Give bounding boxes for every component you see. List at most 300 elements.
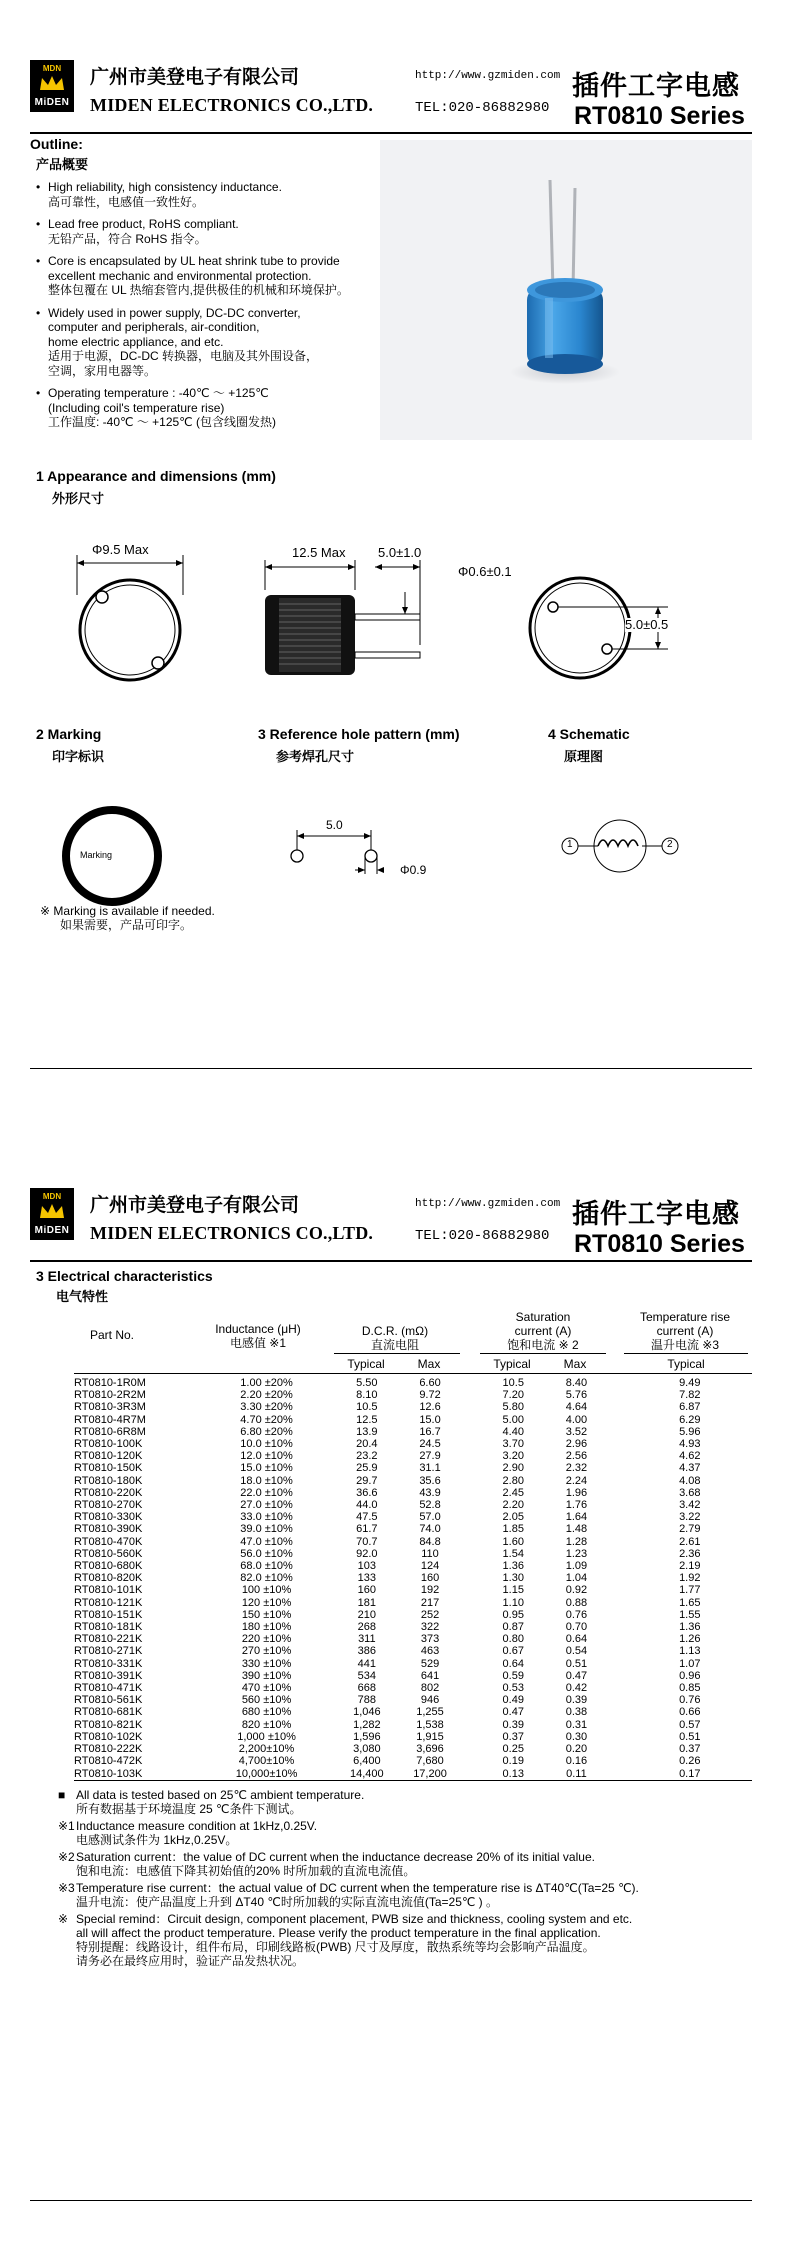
inductor-photo-illustration: [380, 140, 752, 440]
dcr-typical-cell: 386: [357, 1645, 377, 1658]
logo-mark: MDN: [42, 64, 62, 73]
sat-typical-cell: 4.40: [502, 1425, 524, 1438]
dcr-max-cell: 35.6: [419, 1474, 441, 1487]
spacer-cell: [461, 1609, 481, 1621]
temp-rise-cell: 9.49: [679, 1377, 701, 1389]
spacer-cell: [461, 1597, 481, 1609]
table-row: [74, 1475, 752, 1487]
note-1: ※1 Inductance measure condition at 1kHz,0.25V. 电感测试条件为 1kHz,0.25V。: [58, 1819, 318, 1847]
inductance-cell: 150 ±10%: [241, 1608, 292, 1621]
dcr-typical-cell: 181: [357, 1596, 377, 1609]
sat-max-cell: 1.28: [565, 1535, 588, 1548]
list-item: • Lead free product, RoHS compliant. 无铅产品，符合 RoHS 指令。: [36, 217, 239, 246]
dcr-typical-cell: 103: [357, 1560, 377, 1573]
inductance-cell: 390 ±10%: [241, 1669, 292, 1682]
inductance-cell: 120 ±10%: [241, 1596, 292, 1609]
sat-typical-cell: 1.10: [502, 1596, 524, 1609]
dcr-max-cell: 6.60: [419, 1377, 441, 1389]
temp-rise-cell: 6.29: [679, 1413, 701, 1426]
inductance-cell: 56.0 ±10%: [240, 1547, 293, 1560]
sat-typical-cell: 0.37: [502, 1730, 524, 1743]
table-bottom-rule: [74, 1780, 752, 1781]
dcr-typical-cell: 441: [357, 1657, 377, 1670]
part-no-cell: RT0810-1R0M: [74, 1377, 146, 1389]
dcr-typical-cell: 25.9: [356, 1462, 378, 1475]
dcr-typical-cell: 788: [357, 1694, 377, 1707]
part-no-cell: RT0810-103K: [74, 1767, 143, 1780]
spacer-cell: [608, 1487, 628, 1499]
col-temp-rise-header: Temperature rise current (A) 温升电流 ※3: [639, 1310, 731, 1352]
part-no-cell: RT0810-6R8M: [74, 1425, 146, 1438]
dcr-max-cell: 124: [420, 1560, 440, 1573]
inductance-cell: 47.0 ±10%: [240, 1535, 293, 1548]
inductance-cell: 15.0 ±10%: [240, 1462, 293, 1475]
inductance-cell: 2,200±10%: [238, 1743, 295, 1756]
table-row: [74, 1401, 752, 1413]
temp-rise-cell: 0.37: [679, 1743, 701, 1756]
spacer-cell: [608, 1499, 628, 1511]
spacer-cell: [608, 1536, 628, 1548]
spacer-cell: [461, 1572, 481, 1584]
sat-typical-cell: 3.20: [502, 1450, 524, 1463]
inductance-cell: 2.20 ±20%: [240, 1389, 293, 1402]
spacer-cell: [608, 1475, 628, 1487]
dcr-max-cell: 192: [420, 1584, 440, 1597]
spacer-cell: [461, 1743, 481, 1755]
sat-max-cell: 0.38: [565, 1706, 588, 1719]
part-no-cell: RT0810-102K: [74, 1730, 143, 1743]
list-item: • Operating temperature : -40℃ ～ +125℃ (Including coil's temperature rise) 工作温度: -40℃ ～ +125℃ (包含线圈发热): [36, 386, 276, 429]
dcr-max-cell: 322: [420, 1621, 440, 1634]
dcr-max-cell: 3,696: [416, 1743, 444, 1756]
sat-typical-cell: 0.80: [502, 1633, 524, 1646]
sat-typical-cell: 1.60: [502, 1535, 524, 1548]
part-no-cell: RT0810-100K: [74, 1438, 143, 1451]
part-no-cell: RT0810-561K: [74, 1694, 143, 1707]
dcr-max-cell: 641: [420, 1669, 440, 1682]
table-row: [74, 1414, 752, 1426]
table-row: [74, 1706, 752, 1718]
product-series: RT0810 Series: [574, 1230, 745, 1258]
sat-typical-cell: 0.47: [502, 1706, 524, 1719]
dcr-typical-cell: 36.6: [356, 1486, 378, 1499]
dcr-max-cell: 7,680: [416, 1755, 444, 1768]
spacer-cell: [461, 1584, 481, 1596]
temp-rise-cell: 3.68: [679, 1486, 701, 1499]
table-row: [74, 1597, 752, 1609]
temp-rise-cell: 2.36: [679, 1547, 701, 1560]
company-url[interactable]: http://www.gzmiden.com: [415, 1198, 561, 1210]
table-row: [74, 1768, 752, 1780]
logo-text: MiDEN: [34, 1225, 70, 1236]
spacer-cell: [608, 1694, 628, 1706]
temp-rise-cell: 5.96: [679, 1425, 701, 1438]
inductance-cell: 39.0 ±10%: [240, 1523, 293, 1536]
temp-rise-cell: 0.17: [679, 1767, 701, 1780]
part-no-cell: RT0810-181K: [74, 1621, 143, 1634]
spacer-cell: [461, 1670, 481, 1682]
spacer-cell: [608, 1450, 628, 1462]
spacer-cell: [608, 1548, 628, 1560]
sat-max-cell: 2.24: [565, 1474, 588, 1487]
dcr-max-cell: 463: [420, 1645, 440, 1658]
sat-max-cell: 3.52: [565, 1425, 588, 1438]
inductance-cell: 3.30 ±20%: [240, 1401, 293, 1414]
dim-diameter-label: Φ9.5 Max: [92, 542, 149, 557]
sat-max-cell: 0.70: [565, 1621, 588, 1634]
table-row: [74, 1462, 752, 1474]
header-rule: [30, 1260, 752, 1262]
inductance-cell: 33.0 ±10%: [240, 1511, 293, 1524]
spacer-cell: [461, 1523, 481, 1535]
inductance-cell: 680 ±10%: [241, 1706, 292, 1719]
table-row: [74, 1377, 752, 1389]
inductance-cell: 1,000 ±10%: [237, 1730, 296, 1743]
col-part-header: Part No.: [90, 1328, 135, 1342]
part-no-cell: RT0810-560K: [74, 1547, 143, 1560]
inductance-cell: 18.0 ±10%: [240, 1474, 293, 1487]
part-no-cell: RT0810-180K: [74, 1474, 143, 1487]
part-no-cell: RT0810-681K: [74, 1706, 143, 1719]
page1-bottom-rule: [30, 1068, 752, 1069]
spacer-cell: [608, 1768, 628, 1780]
dcr-typical-cell: 8.10: [356, 1389, 378, 1402]
dim-lead-label: 5.0±1.0: [378, 545, 422, 560]
product-title-cn: 插件工字电感: [572, 71, 740, 102]
electrical-table: [74, 1377, 752, 1780]
sat-typical-cell: 2.90: [502, 1462, 524, 1475]
temp-rise-cell: 1.36: [679, 1621, 701, 1634]
dcr-typical-cell: 29.7: [356, 1474, 378, 1487]
sat-max-cell: 8.40: [565, 1377, 588, 1389]
part-no-cell: RT0810-471K: [74, 1682, 143, 1695]
part-no-cell: RT0810-820K: [74, 1572, 143, 1585]
temp-rise-cell: 4.08: [679, 1474, 701, 1487]
sat-typical-cell: 5.80: [502, 1401, 524, 1414]
part-no-cell: RT0810-101K: [74, 1584, 143, 1597]
dcr-max-cell: 12.6: [419, 1401, 441, 1414]
spacer-cell: [461, 1621, 481, 1633]
table-row: [74, 1438, 752, 1450]
spacer-cell: [608, 1426, 628, 1438]
temp-rise-cell: 6.87: [679, 1401, 701, 1414]
sat-typical-cell: 3.70: [502, 1438, 524, 1451]
company-logo: [30, 1188, 74, 1240]
sat-typical-cell: 0.13: [502, 1767, 524, 1780]
spacer-cell: [608, 1389, 628, 1401]
sat-max-cell: 5.76: [565, 1389, 588, 1402]
company-name-en: MIDEN ELECTRONICS CO.,LTD.: [90, 95, 374, 115]
spacer-cell: [608, 1743, 628, 1755]
spacer-cell: [461, 1438, 481, 1450]
col-inductance-header: Inductance (μH) 电感值 ※1: [215, 1322, 301, 1350]
temp-rise-cell: 1.26: [679, 1633, 701, 1646]
dcr-typical-cell: 61.7: [356, 1523, 378, 1536]
schematic-title: 4 Schematic: [548, 726, 630, 742]
temp-rise-cell: 3.42: [679, 1499, 701, 1512]
sat-max-cell: 0.88: [565, 1596, 588, 1609]
sub-sat-typical: Typical: [493, 1357, 531, 1371]
dcr-typical-cell: 23.2: [356, 1450, 378, 1463]
sat-typical-cell: 7.20: [502, 1389, 524, 1402]
spacer-cell: [461, 1414, 481, 1426]
spacer-cell: [608, 1706, 628, 1718]
product-photo: [380, 140, 752, 440]
sat-max-cell: 0.16: [565, 1755, 588, 1768]
note-0: ■ All data is tested based on 25℃ ambient temperature. 所有数据基于环境温度 25 ℃条件下测试。: [58, 1788, 365, 1816]
sat-typical-cell: 2.05: [502, 1511, 524, 1524]
part-no-cell: RT0810-390K: [74, 1523, 143, 1536]
sat-typical-cell: 0.25: [502, 1743, 524, 1756]
sat-typical-cell: 10.5: [502, 1377, 524, 1389]
inductance-cell: 820 ±10%: [241, 1718, 292, 1731]
temp-rise-cell: 3.22: [679, 1511, 701, 1524]
part-no-cell: RT0810-680K: [74, 1560, 143, 1573]
spacer-cell: [608, 1609, 628, 1621]
logo-crown-icon: [38, 1202, 66, 1220]
temp-rise-cell: 1.07: [679, 1657, 701, 1670]
dcr-max-cell: 74.0: [419, 1523, 441, 1536]
spacer-cell: [461, 1682, 481, 1694]
table-row: [74, 1450, 752, 1462]
table-row: [74, 1609, 752, 1621]
spacer-cell: [608, 1462, 628, 1474]
sat-typical-cell: 1.54: [502, 1547, 524, 1560]
inductance-cell: 10,000±10%: [235, 1767, 298, 1780]
dcr-typical-cell: 20.4: [356, 1438, 378, 1451]
inductance-cell: 6.80 ±20%: [240, 1425, 293, 1438]
temp-rise-cell: 1.55: [679, 1608, 701, 1621]
spacer-cell: [461, 1694, 481, 1706]
sat-max-cell: 1.48: [565, 1523, 588, 1536]
dcr-max-cell: 217: [420, 1596, 440, 1609]
logo-mark: MDN: [42, 1192, 62, 1201]
schematic-drawing: [560, 818, 680, 874]
logo-text: MiDEN: [34, 97, 70, 108]
dcr-max-cell: 31.1: [419, 1462, 441, 1475]
sat-max-cell: 1.23: [565, 1547, 588, 1560]
table-row: [74, 1633, 752, 1645]
temp-rise-cell: 7.82: [679, 1389, 701, 1402]
outline-heading: Outline:: [30, 136, 83, 152]
dim-wire-label: Φ0.6±0.1: [458, 564, 512, 579]
dcr-max-cell: 529: [420, 1657, 440, 1670]
sat-max-cell: 0.64: [565, 1633, 588, 1646]
table-row: [74, 1755, 752, 1767]
sat-max-cell: 0.76: [565, 1608, 588, 1621]
dcr-typical-cell: 47.5: [356, 1511, 378, 1524]
inductance-cell: 220 ±10%: [241, 1633, 292, 1646]
sat-max-cell: 1.96: [565, 1486, 588, 1499]
temp-rise-cell: 2.19: [679, 1560, 701, 1573]
inductance-cell: 68.0 ±10%: [240, 1560, 293, 1573]
dcr-typical-cell: 6,400: [353, 1755, 381, 1768]
dcr-max-cell: 24.5: [419, 1438, 441, 1451]
temp-rise-cell: 4.37: [679, 1462, 701, 1475]
sat-max-cell: 1.64: [565, 1511, 588, 1524]
dcr-typical-cell: 5.50: [356, 1377, 378, 1389]
inductance-cell: 27.0 ±10%: [240, 1499, 293, 1512]
spacer-cell: [461, 1401, 481, 1413]
page2-bottom-rule: [30, 2200, 752, 2201]
sat-max-cell: 0.11: [566, 1767, 587, 1780]
part-no-cell: RT0810-470K: [74, 1535, 143, 1548]
spacer-cell: [461, 1768, 481, 1780]
spacer-cell: [608, 1755, 628, 1767]
spacer-cell: [608, 1377, 628, 1389]
marking-title: 2 Marking: [36, 726, 102, 742]
spacer-cell: [461, 1658, 481, 1670]
table-row: [74, 1389, 752, 1401]
pin-1-label: 1: [567, 839, 573, 850]
table-row: [74, 1572, 752, 1584]
spacer-cell: [608, 1438, 628, 1450]
spacer-cell: [461, 1560, 481, 1572]
inductance-cell: 470 ±10%: [241, 1682, 292, 1695]
temp-rise-cell: 0.96: [679, 1669, 701, 1682]
sat-max-cell: 0.30: [565, 1730, 588, 1743]
inductance-cell: 4,700±10%: [238, 1755, 295, 1768]
dcr-max-cell: 802: [420, 1682, 440, 1695]
dcr-max-cell: 160: [420, 1572, 440, 1585]
list-item: • Core is encapsulated by UL heat shrink tube to provide excellent mechanic and environmental protection. 整体包覆在 UL 热缩套管内,提供极佳的机械和环境保护。: [36, 254, 349, 297]
dcr-max-cell: 43.9: [419, 1486, 441, 1499]
table-row: [74, 1719, 752, 1731]
spacer-cell: [608, 1645, 628, 1657]
spacer-cell: [608, 1597, 628, 1609]
dcr-typical-cell: 160: [357, 1584, 377, 1597]
company-logo: [30, 60, 74, 112]
temp-rise-cell: 0.26: [679, 1755, 701, 1768]
dcr-max-cell: 52.8: [419, 1499, 441, 1512]
sat-max-cell: 0.42: [565, 1682, 588, 1695]
temp-rise-cell: 1.77: [679, 1584, 701, 1597]
spacer-cell: [608, 1633, 628, 1645]
table-row: [74, 1658, 752, 1670]
spacer-cell: [608, 1621, 628, 1633]
table-row: [74, 1426, 752, 1438]
sat-max-cell: 1.04: [565, 1572, 588, 1585]
spacer-cell: [461, 1389, 481, 1401]
dcr-typical-cell: 3,080: [353, 1743, 381, 1756]
inductance-cell: 330 ±10%: [241, 1657, 292, 1670]
inductance-cell: 1.00 ±20%: [240, 1377, 293, 1389]
sat-typical-cell: 1.15: [502, 1584, 524, 1597]
spacer-cell: [461, 1719, 481, 1731]
dcr-typical-cell: 210: [357, 1608, 377, 1621]
spacer-cell: [461, 1499, 481, 1511]
dcr-typical-cell: 13.9: [356, 1425, 378, 1438]
table-row: [74, 1682, 752, 1694]
sat-max-cell: 4.00: [565, 1413, 588, 1426]
spacer-cell: [608, 1401, 628, 1413]
dcr-typical-cell: 133: [357, 1572, 377, 1585]
sat-typical-cell: 0.39: [502, 1718, 524, 1731]
dcr-typical-cell: 268: [357, 1621, 377, 1634]
hole-pitch-label: 5.0: [326, 818, 343, 832]
company-url[interactable]: http://www.gzmiden.com: [415, 70, 561, 82]
part-no-cell: RT0810-821K: [74, 1718, 143, 1731]
sat-typical-cell: 1.36: [502, 1560, 524, 1573]
spacer-cell: [608, 1670, 628, 1682]
temp-rise-cell: 4.93: [679, 1438, 701, 1451]
dcr-typical-cell: 92.0: [356, 1547, 378, 1560]
marking-note: ※ Marking is available if needed. 如果需要，产品可印字。: [40, 904, 215, 932]
sat-typical-cell: 0.64: [502, 1657, 524, 1670]
dcr-max-cell: 373: [420, 1633, 440, 1646]
sat-typical-cell: 2.20: [502, 1499, 524, 1512]
header-rule: [30, 132, 752, 134]
table-row: [74, 1560, 752, 1572]
table-row: [74, 1670, 752, 1682]
inductance-cell: 560 ±10%: [241, 1694, 292, 1707]
inductance-cell: 82.0 ±10%: [240, 1572, 293, 1585]
sub-dcr-max: Max: [417, 1357, 441, 1371]
sat-max-cell: 1.76: [565, 1499, 588, 1512]
spacer-cell: [608, 1560, 628, 1572]
dcr-max-cell: 27.9: [419, 1450, 441, 1463]
spacer-cell: [461, 1755, 481, 1767]
spacer-cell: [461, 1633, 481, 1645]
pin-2-label: 2: [667, 839, 673, 850]
sat-max-cell: 1.09: [565, 1560, 588, 1573]
sat-typical-cell: 0.95: [502, 1608, 524, 1621]
dcr-max-cell: 15.0: [419, 1413, 441, 1426]
table-row: [74, 1694, 752, 1706]
dcr-max-cell: 1,255: [416, 1706, 444, 1719]
spacer-cell: [608, 1584, 628, 1596]
spacer-cell: [608, 1572, 628, 1584]
table-row: [74, 1645, 752, 1657]
appearance-title-cn: 外形尺寸: [52, 491, 105, 506]
part-no-cell: RT0810-220K: [74, 1486, 143, 1499]
dcr-typical-cell: 311: [358, 1633, 376, 1646]
sat-typical-cell: 0.53: [502, 1682, 524, 1695]
hole-pattern-drawing: [285, 812, 405, 892]
hole-pattern-title-cn: 参考焊孔尺寸: [276, 749, 355, 764]
part-no-cell: RT0810-271K: [74, 1645, 143, 1658]
table-row: [74, 1621, 752, 1633]
temp-rise-cell: 0.57: [679, 1718, 701, 1731]
marking-text: Marking: [80, 850, 113, 860]
temp-rise-cell: 0.51: [679, 1730, 701, 1743]
spacer-cell: [608, 1719, 628, 1731]
dcr-max-cell: 16.7: [419, 1425, 441, 1438]
sat-max-cell: 4.64: [565, 1401, 588, 1414]
spacer-cell: [461, 1536, 481, 1548]
dcr-typical-cell: 534: [357, 1669, 377, 1682]
sat-typical-cell: 0.87: [502, 1621, 524, 1634]
dcr-typical-cell: 70.7: [356, 1535, 378, 1548]
dcr-max-cell: 1,915: [416, 1730, 444, 1743]
sat-typical-cell: 0.19: [502, 1755, 524, 1768]
temp-rise-cell: 2.79: [679, 1523, 701, 1536]
front-view-drawing: [60, 535, 200, 685]
dcr-max-cell: 946: [420, 1694, 440, 1707]
inductance-cell: 12.0 ±10%: [240, 1450, 293, 1463]
table-row: [74, 1499, 752, 1511]
dcr-typical-cell: 668: [357, 1682, 377, 1695]
spacer-cell: [461, 1706, 481, 1718]
part-no-cell: RT0810-270K: [74, 1499, 143, 1512]
spacer-cell: [461, 1475, 481, 1487]
col-dcr-header: D.C.R. (mΩ) 直流电阻: [361, 1324, 429, 1352]
note-2: ※2 Saturation current：the value of DC current when the inductance decrease 20% of its initial value. 饱和电流：电感值下降其初始值的20% 时所加载的直流电流值。: [58, 1850, 595, 1878]
sat-max-cell: 0.39: [565, 1694, 588, 1707]
company-name-cn: 广州市美登电子有限公司: [90, 1194, 300, 1216]
sat-max-cell: 2.56: [565, 1450, 588, 1463]
spacer-cell: [461, 1426, 481, 1438]
